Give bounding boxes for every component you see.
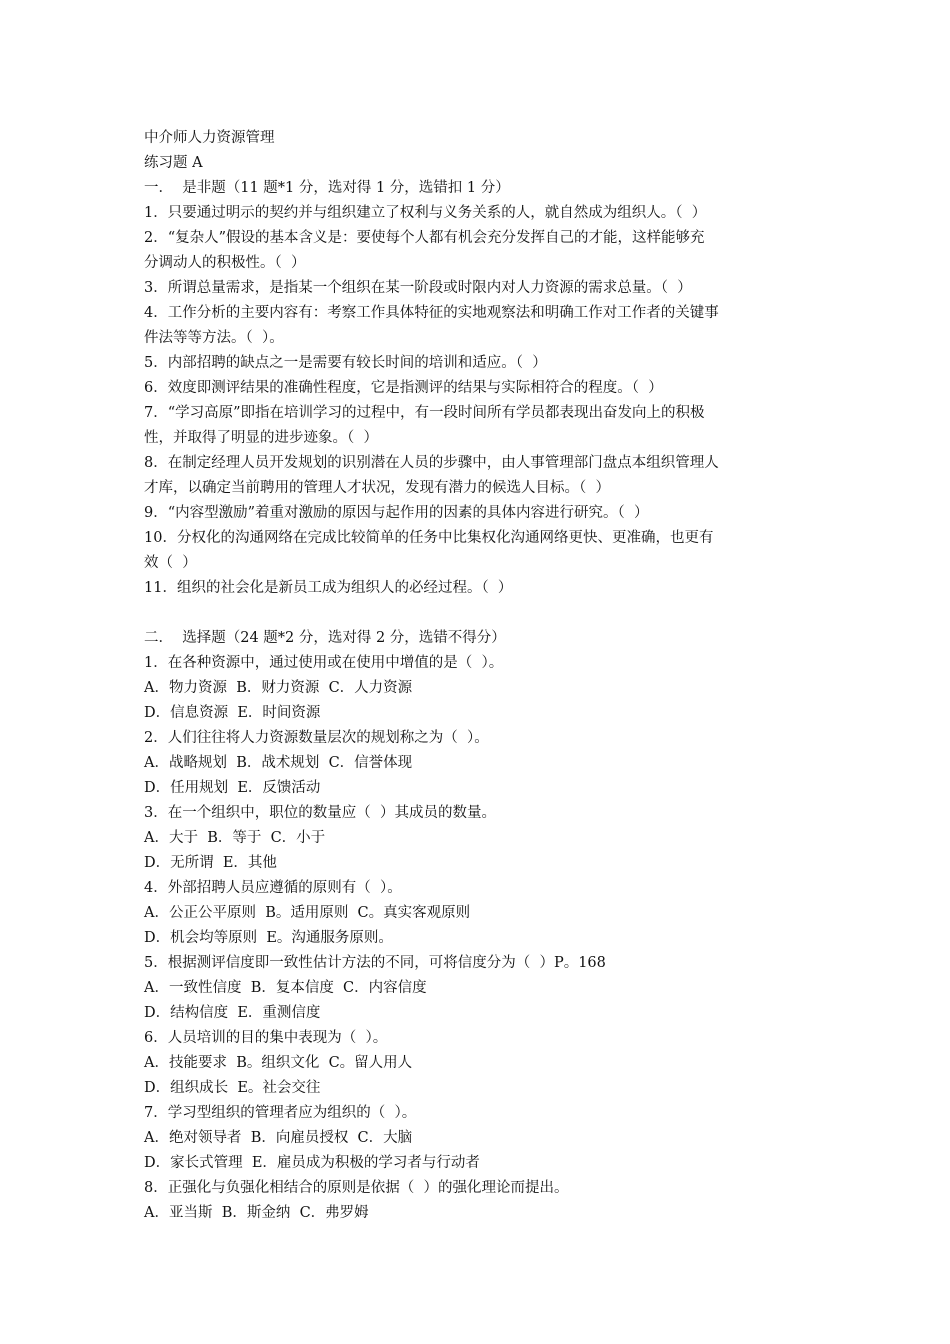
section2-heading: 二． 选择题（24 题*2 分，选对得 2 分，选错不得分）: [144, 630, 506, 646]
section2-line: 7．学习型组织的管理者应为组织的（ ）。: [144, 1105, 417, 1121]
section2-line: A．大于 B．等于 C．小于: [144, 830, 326, 846]
section1-line: 才库，以确定当前聘用的管理人才状况，发现有潜力的候选人目标。（ ）: [144, 480, 610, 496]
section2-line: D．信息资源 E．时间资源: [144, 705, 321, 721]
section1-line: 1．只要通过明示的契约并与组织建立了权利与义务关系的人，就自然成为组织人。（ ）: [144, 205, 707, 221]
section1-line: 5．内部招聘的缺点之一是需要有较长时间的培训和适应。（ ）: [144, 355, 547, 371]
document-title: 中介师人力资源管理: [144, 130, 275, 146]
section1-line: 3．所谓总量需求，是指某一个组织在某一阶段或时限内对人力资源的需求总量。（ ）: [144, 280, 692, 296]
section2-line: D．无所谓 E．其他: [144, 855, 277, 871]
section1-line: 效（ ）: [144, 555, 197, 571]
section1-line: 件法等等方法。（ ）。: [144, 330, 284, 346]
section1-line: 分调动人的积极性。（ ）: [144, 255, 306, 271]
section2-line: D．家长式管理 E．雇员成为积极的学习者与行动者: [144, 1155, 480, 1171]
section1-line: 2．“复杂人”假设的基本含义是：要使每个人都有机会充分发挥自己的才能，这样能够充: [144, 230, 705, 246]
section2-line: D．任用规划 E．反馈活动: [144, 780, 321, 796]
section1-line: 8．在制定经理人员开发规划的识别潜在人员的步骤中，由人事管理部门盘点本组织管理人: [144, 455, 719, 471]
section2-line: D．机会均等原则 E。沟通服务原则。: [144, 930, 393, 946]
section1-line: 4．工作分析的主要内容有：考察工作具体特征的实地观察法和明确工作对工作者的关键事: [144, 305, 719, 321]
section1-line: 10．分权化的沟通网络在完成比较简单的任务中比集权化沟通网络更快、更准确，也更有: [144, 530, 714, 546]
section2-line: 4．外部招聘人员应遵循的原则有（ ）。: [144, 880, 402, 896]
section2-line: 8．正强化与负强化相结合的原则是依据（ ）的强化理论而提出。: [144, 1180, 569, 1196]
section1-line: 9．“内容型激励”着重对激励的原因与起作用的因素的具体内容进行研究。（ ）: [144, 505, 649, 521]
section2-line: 5．根据测评信度即一致性估计方法的不同，可将信度分为（ ）P。168: [144, 955, 606, 971]
section1-line: 11．组织的社会化是新员工成为组织人的必经过程。（ ）: [144, 580, 513, 596]
section2-line: A．物力资源 B．财力资源 C．人力资源: [144, 680, 413, 696]
section1-line: 7．“学习高原”即指在培训学习的过程中，有一段时间所有学员都表现出奋发向上的积极: [144, 405, 705, 421]
section1-line: 6．效度即测评结果的准确性程度，它是指测评的结果与实际相符合的程度。（ ）: [144, 380, 663, 396]
section2-line: D．组织成长 E。社会交往: [144, 1080, 321, 1096]
section2-line: 1．在各种资源中，通过使用或在使用中增值的是（ ）。: [144, 655, 504, 671]
section2-line: D．结构信度 E．重测信度: [144, 1005, 321, 1021]
section2-line: A．战略规划 B．战术规划 C．信誉体现: [144, 755, 413, 771]
section2-line: 3．在一个组织中，职位的数量应（ ）其成员的数量。: [144, 805, 496, 821]
section2-line: A．公正公平原则 B。适用原则 C。真实客观原则: [144, 905, 471, 921]
section2-line: 2．人们往往将人力资源数量层次的规划称之为（ ）。: [144, 730, 489, 746]
section2-line: A．绝对领导者 B．向雇员授权 C．大脑: [144, 1130, 413, 1146]
document-subtitle: 练习题 A: [144, 155, 203, 171]
document-page: [144, 126, 812, 1226]
section2-line: 6．人员培训的目的集中表现为（ ）。: [144, 1030, 388, 1046]
section2-line: A．技能要求 B。组织文化 C。留人用人: [144, 1055, 413, 1071]
section1-line: 性，并取得了明显的进步迹象。（ ）: [144, 430, 378, 446]
section-spacer: [144, 601, 812, 626]
section2-line: A．一致性信度 B．复本信度 C．内容信度: [144, 980, 427, 996]
section2-line: A．亚当斯 B．斯金纳 C．弗罗姆: [144, 1205, 369, 1221]
section1-heading: 一． 是非题（11 题*1 分，选对得 1 分，选错扣 1 分）: [144, 180, 510, 196]
